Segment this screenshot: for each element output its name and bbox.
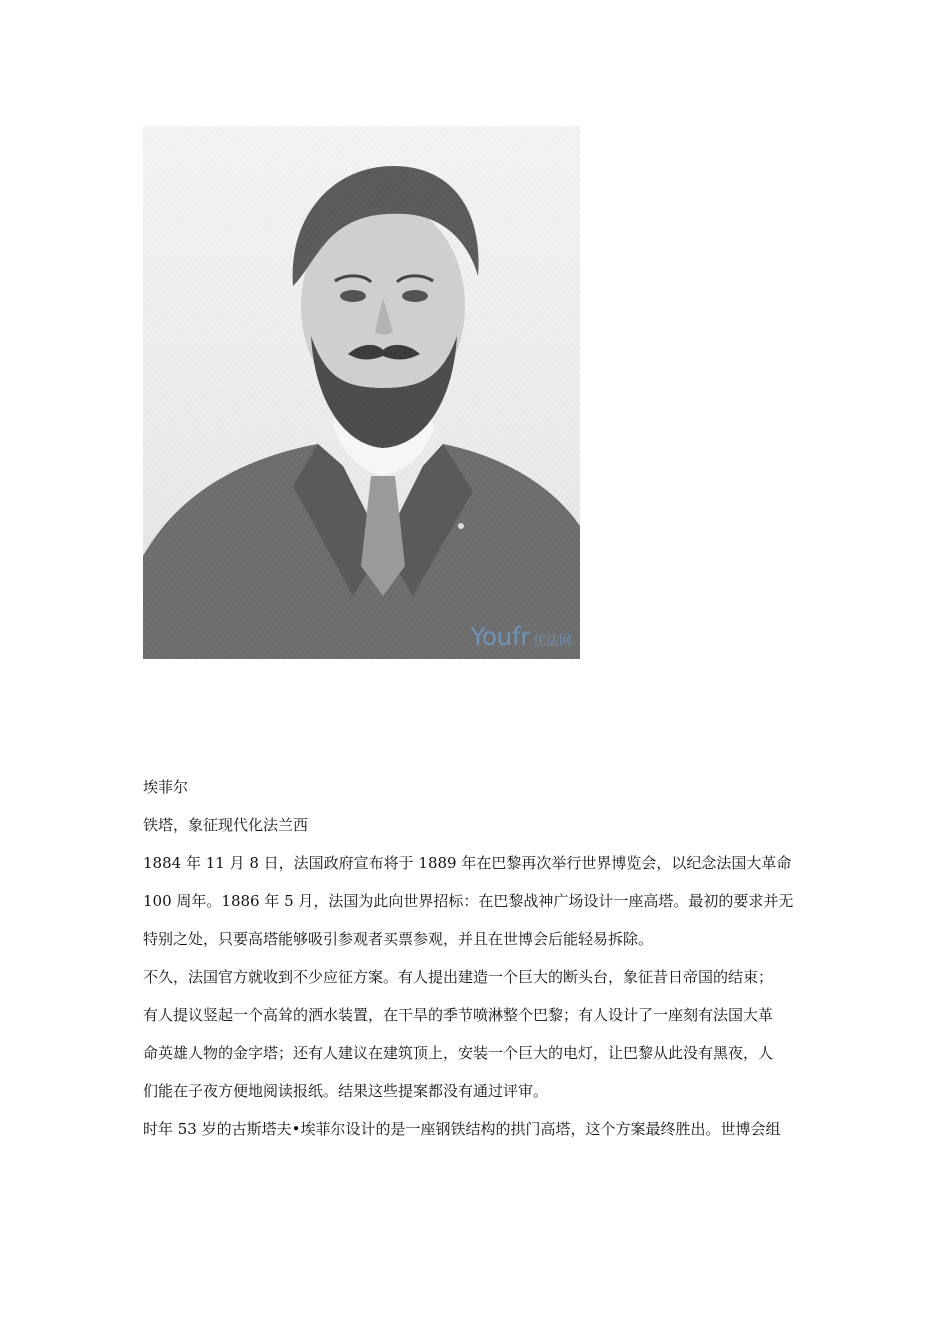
photo-caption: 埃菲尔 [143, 778, 189, 796]
paragraph-line: 100 周年。1886 年 5 月，法国为此向世界招标：在巴黎战神广场设计一座高塔。最初的要求并无 [143, 892, 794, 910]
paragraph-line: 1884 年 11 月 8 日，法国政府宣布将于 1889 年在巴黎再次举行世界博览会，以纪念法国大革命 [143, 854, 792, 872]
paragraph-line: 不久，法国官方就收到不少应征方案。有人提出建造一个巨大的断头台，象征昔日帝国的结束； [143, 968, 774, 986]
paragraph-line: 们能在子夜方便地阅读报纸。结果这些提案都没有通过评审。 [143, 1082, 549, 1100]
watermark [470, 622, 572, 651]
paragraph-1 [143, 844, 813, 958]
paragraph-line: 时年 53 岁的古斯塔夫•埃菲尔设计的是一座钢铁结构的拱门高塔，这个方案最终胜出。世博会组 [143, 1120, 781, 1138]
portrait-photo [143, 126, 580, 659]
paragraph-line: 命英雄人物的金字塔；还有人建议在建筑顶上，安装一个巨大的电灯，让巴黎从此没有黑夜，人 [143, 1044, 774, 1062]
paragraph-3 [143, 1110, 813, 1148]
paragraph-2 [143, 958, 813, 1110]
article-body [143, 768, 813, 1148]
watermark-latin: Youfr [470, 622, 530, 651]
paragraph-line: 特别之处，只要高塔能够吸引参观者买票参观，并且在世博会后能轻易拆除。 [143, 930, 654, 948]
portrait-engraving [143, 126, 580, 659]
watermark-cn: 优法网 [532, 634, 572, 649]
section-subtitle: 铁塔，象征现代化法兰西 [143, 816, 309, 834]
paragraph-line: 有人提议竖起一个高耸的洒水装置，在干旱的季节喷淋整个巴黎；有人设计了一座刻有法国大革 [143, 1006, 774, 1024]
